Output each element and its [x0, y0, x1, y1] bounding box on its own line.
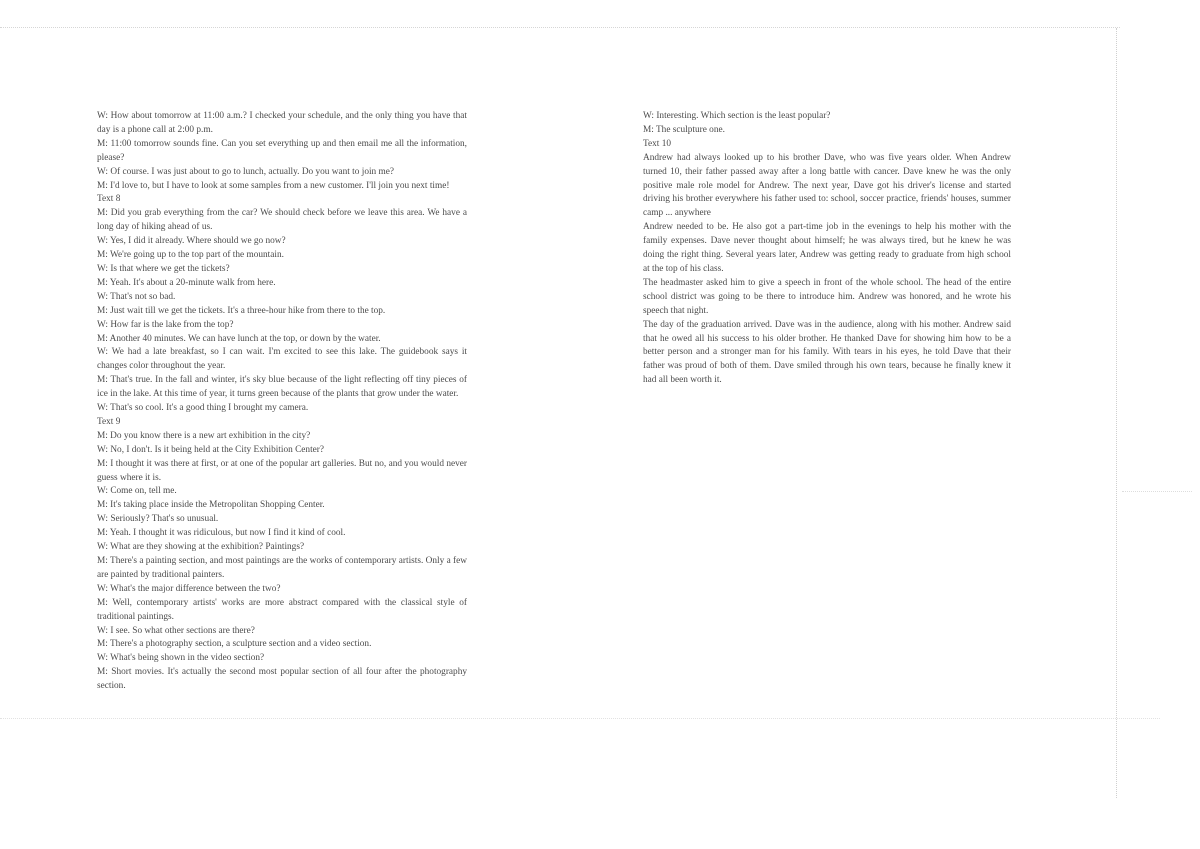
- paragraph: M: Another 40 minutes. We can have lunch at the top, or down by the water.: [97, 333, 381, 344]
- paragraph: The day of the graduation arrived. Dave was in the audience, along with his mother. Andrew said that he owed all his success to his older brother. He thanked Dave for showing him how to be a better person and a stronger man for his family. With tears in his eyes, he told Dave that their father was proud of both of them. Dave smiled through his own tears, because he finally knew it had all been worth it.: [643, 319, 1011, 386]
- right-text-column: [643, 110, 1011, 388]
- paragraph: W: Interesting. Which section is the least popular?: [643, 111, 831, 121]
- paragraph: Andrew needed to be. He also got a part-time job in the evenings to help his mother with the family expenses. Dave never thought about himself; he was always tired, but he knew he was doing the right thing. Several years later, Andrew was getting ready to graduate from high school at the top of his class.: [643, 222, 1011, 274]
- section-heading-text-10: Text 10: [643, 138, 672, 149]
- section-heading-text-8: Text 8: [97, 194, 121, 205]
- section-heading-text-9: Text 9: [97, 416, 121, 427]
- paragraph: W: That's not so bad.: [97, 291, 176, 302]
- paragraph: M: Do you know there is a new art exhibition in the city?: [97, 430, 311, 441]
- paragraph: W: Of course. I was just about to go to lunch, actually. Do you want to join me?: [97, 166, 395, 177]
- paragraph: M: There's a photography section, a sculpture section and a video section.: [97, 639, 372, 650]
- paragraph: W: How far is the lake from the top?: [97, 319, 234, 330]
- paragraph: M: The sculpture one.: [643, 124, 725, 135]
- paragraph: M: Yeah. It's about a 20-minute walk from here.: [97, 277, 276, 288]
- paragraph: W: We had a late breakfast, so I can wait. I'm excited to see this lake. The guidebook says it changes color throughout the year.: [97, 347, 467, 372]
- paragraph: M: 11:00 tomorrow sounds fine. Can you set everything up and then email me all the information, please?: [97, 138, 467, 163]
- paragraph: M: Short movies. It's actually the second most popular section of all four after the photography section.: [97, 667, 467, 692]
- paragraph: M: It's taking place inside the Metropolitan Shopping Center.: [97, 500, 325, 511]
- paragraph: W: Seriously? That's so unusual.: [97, 514, 219, 525]
- paragraph: M: Just wait till we get the tickets. It's a three-hour hike from there to the top.: [97, 305, 386, 316]
- paragraph: W: I see. So what other sections are there?: [97, 625, 255, 636]
- paragraph: W: Yes, I did it already. Where should we go now?: [97, 236, 286, 247]
- paragraph: M: We're going up to the top part of the mountain.: [97, 250, 284, 261]
- paragraph: M: There's a painting section, and most paintings are the works of contemporary artists. Only a few are painted by traditional painters.: [97, 556, 467, 580]
- paragraph: W: How about tomorrow at 11:00 a.m.? I checked your schedule, and the only thing you have that day is a phone call at 2:00 p.m.: [97, 111, 467, 135]
- paragraph: W: Is that where we get the tickets?: [97, 263, 230, 274]
- paragraph: M: That's true. In the fall and winter, it's sky blue because of the light reflecting off tiny pieces of ice in the lake. At this time of year, it turns green because of the plants that grow under the water.: [97, 375, 467, 400]
- scan-edge-bottom: [0, 718, 1160, 719]
- paragraph: W: What's the major difference between the two?: [97, 583, 281, 594]
- paragraph: W: That's so cool. It's a good thing I brought my camera.: [97, 403, 309, 414]
- left-text-column: [97, 110, 467, 694]
- paragraph: M: I thought it was there at first, or at one of the popular art galleries. But no, and you would never guess where it is.: [97, 458, 467, 483]
- scan-edge-top: [0, 27, 1120, 28]
- paragraph: W: What are they showing at the exhibition? Paintings?: [97, 542, 305, 553]
- paragraph: M: I'd love to, but I have to look at some samples from a new customer. I'll join you next time!: [97, 180, 450, 191]
- scan-edge-right: [1116, 28, 1117, 798]
- paragraph: W: No, I don't. Is it being held at the City Exhibition Center?: [97, 444, 324, 455]
- paragraph: M: Well, contemporary artists' works are more abstract compared with the classical style of traditional paintings.: [97, 597, 467, 622]
- paragraph: W: What's being shown in the video section?: [97, 653, 265, 664]
- paragraph: Andrew had always looked up to his brother Dave, who was five years older. When Andrew turned 10, their father passed away after a long battle with cancer. Dave knew he was the only positive male role model for Andrew. The next year, Dave got his driver's license and started driving his brother everywhere his father used to: school, soccer practice, friends' houses, summer camp ... anywhere: [643, 152, 1011, 219]
- paragraph: M: Yeah. I thought it was ridiculous, but now I find it kind of cool.: [97, 528, 346, 539]
- paragraph: M: Did you grab everything from the car? We should check before we leave this area. We have a long day of hiking ahead of us.: [97, 208, 467, 233]
- paragraph: W: Come on, tell me.: [97, 486, 177, 497]
- paragraph: The headmaster asked him to give a speech in front of the whole school. The head of the entire school district was going to be there to introduce him. Andrew was honored, and he wrote his speech that night.: [643, 277, 1011, 316]
- scan-mark-right: [1122, 491, 1192, 492]
